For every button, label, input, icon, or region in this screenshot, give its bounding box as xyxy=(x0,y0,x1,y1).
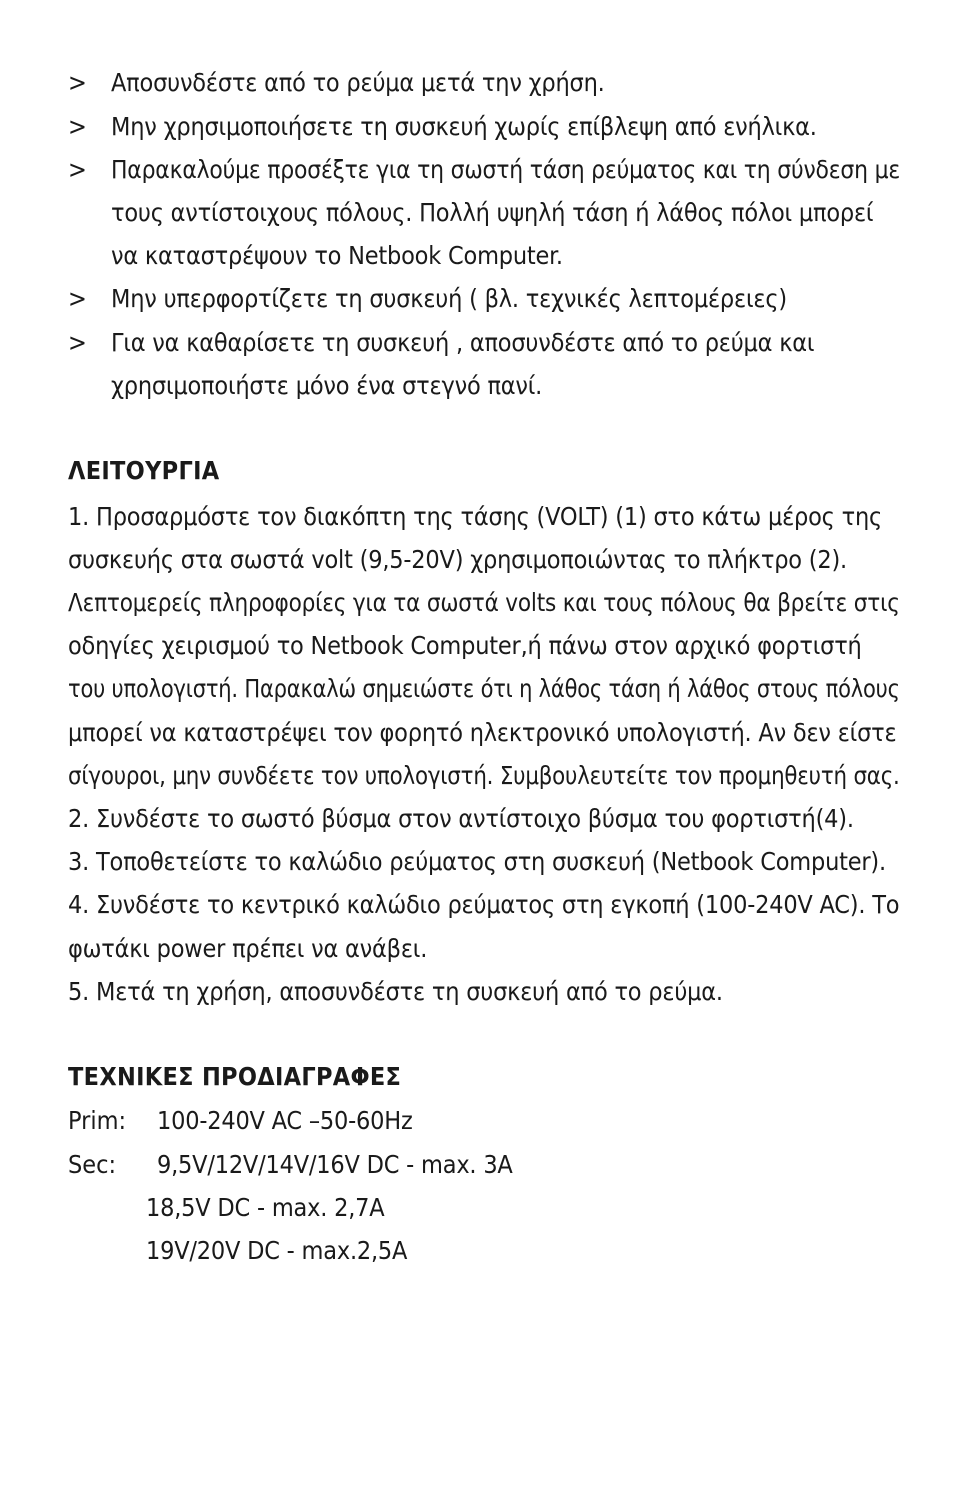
bullet-text: χρησιμοποιήστε μόνο ένα στεγνό πανί. xyxy=(111,371,543,400)
spec-sec-label: Sec: xyxy=(68,1150,117,1179)
operation-line: συσκευής στα σωστά volt (9,5-20V) χρησιμοποιώντας το πλήκτρο (2). xyxy=(68,545,847,574)
operation-line: 4. Συνδέστε το κεντρικό καλώδιο ρεύματος στη εγκοπή (100-240V AC). Το xyxy=(68,890,900,919)
bullet-marker: > xyxy=(68,112,87,141)
operation-line: Λεπτομερείς πληροφορίες για τα σωστά volts και τους πόλους θα βρείτε στις xyxy=(68,588,900,617)
spec-prim-value: 100-240V AC –50-60Hz xyxy=(157,1106,413,1135)
bullet-marker: > xyxy=(68,68,87,97)
operation-line: του υπολογιστή. Παρακαλώ σημειώστε ότι η λάθος τάση ή λάθος στους πόλους xyxy=(68,674,900,703)
bullet-text: Παρακαλούμε προσέξτε για τη σωστή τάση ρεύματος και τη σύνδεση με xyxy=(111,155,901,184)
operation-heading: ΛΕΙΤΟΥΡΓΙΑ xyxy=(68,456,220,485)
operation-line: 5. Μετά τη χρήση, αποσυνδέστε τη συσκευή από το ρεύμα. xyxy=(68,977,723,1006)
bullet-text: τους αντίστοιχους πόλους. Πολλή υψηλή τάση ή λάθος πόλοι μπορεί xyxy=(111,198,874,227)
spec-sec-value: 19V/20V DC - max.2,5A xyxy=(146,1236,408,1265)
operation-line: μπορεί να καταστρέψει τον φορητό ηλεκτρονικό υπολογιστή. Αν δεν είστε xyxy=(68,718,897,747)
bullet-text: να καταστρέψουν το Netbook Computer. xyxy=(111,241,563,270)
bullet-text: Μην υπερφορτίζετε τη συσκευή ( βλ. τεχνικές λεπτομέρειες) xyxy=(111,284,787,313)
spec-sec-value: 9,5V/12V/14V/16V DC - max. 3A xyxy=(157,1150,513,1179)
operation-line: φωτάκι power πρέπει να ανάβει. xyxy=(68,934,428,963)
bullet-text: Αποσυνδέστε από το ρεύμα μετά την χρήση. xyxy=(111,68,605,97)
bullet-marker: > xyxy=(68,328,87,357)
bullet-text: Για να καθαρίσετε τη συσκευή , αποσυνδέστε από το ρεύμα και xyxy=(111,328,815,357)
operation-line: 1. Προσαρμόστε τον διακόπτη της τάσης (VOLT) (1) στο κάτω μέρος της xyxy=(68,502,882,531)
operation-line: 3. Τοποθετείστε το καλώδιο ρεύματος στη συσκευή (Netbook Computer). xyxy=(68,847,886,876)
spec-prim-label: Prim: xyxy=(68,1106,127,1135)
spec-sec-value: 18,5V DC - max. 2,7A xyxy=(146,1193,385,1222)
operation-line: οδηγίες χειρισμού το Netbook Computer,ή πάνω στον αρχικό φορτιστή xyxy=(68,631,862,660)
bullet-marker: > xyxy=(68,284,87,313)
bullet-marker: > xyxy=(68,155,87,184)
bullet-text: Μην χρησιμοποιήσετε τη συσκευή χωρίς επίβλεψη από ενήλικα. xyxy=(111,112,817,141)
specs-heading: ΤΕΧΝΙΚΕΣ ΠΡΟΔΙΑΓΡΑΦΕΣ xyxy=(68,1062,402,1091)
operation-line: 2. Συνδέστε το σωστό βύσμα στον αντίστοιχο βύσμα του φορτιστή(4). xyxy=(68,804,854,833)
operation-line: σίγουροι, μην συνδέετε τον υπολογιστή. Συμβουλευτείτε τον προμηθευτή σας. xyxy=(68,761,900,790)
